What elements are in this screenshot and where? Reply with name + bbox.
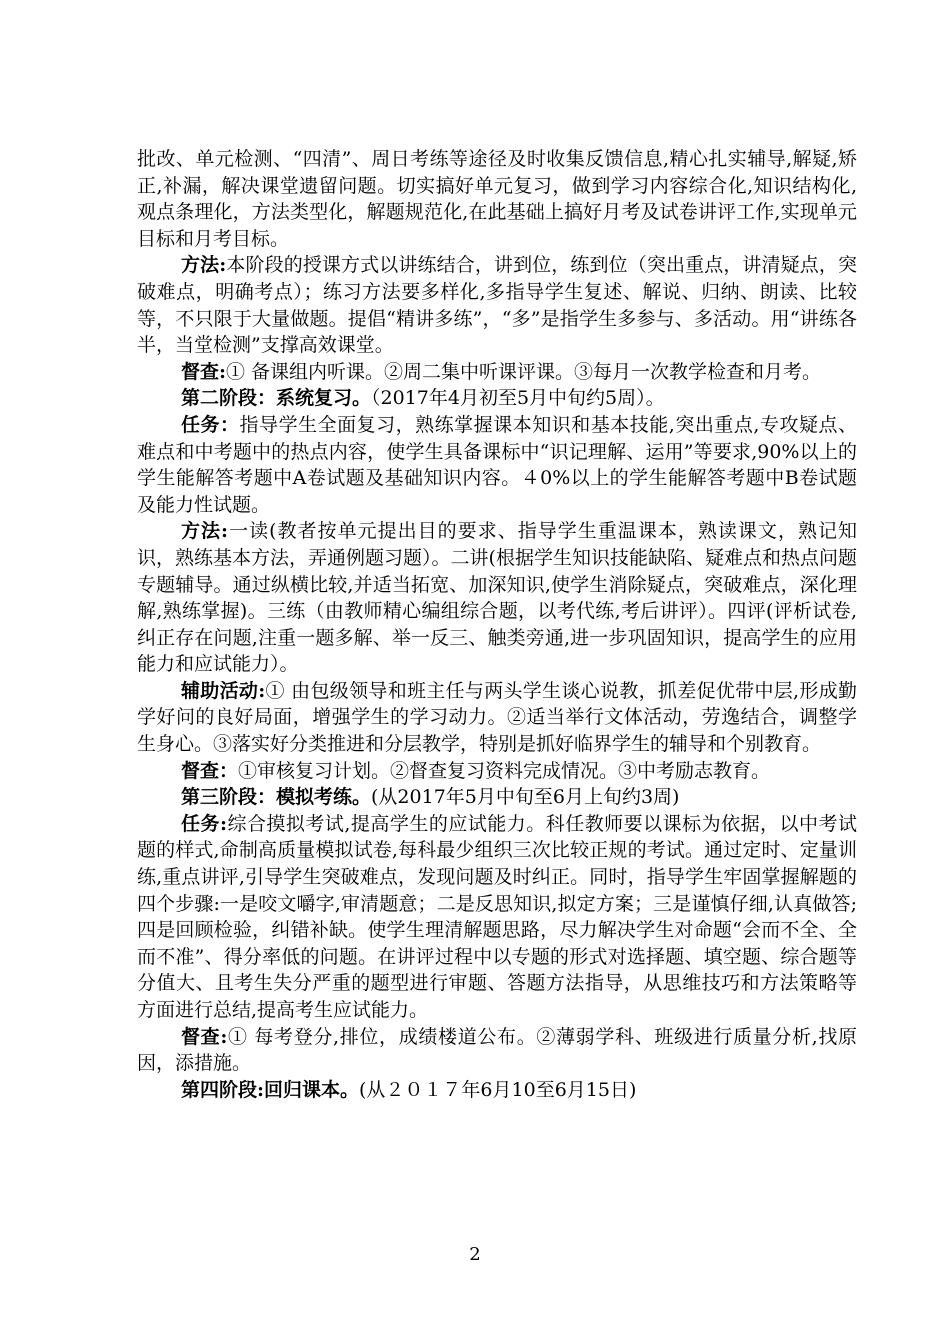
- paragraph-heading: 督查：: [181, 759, 239, 782]
- section-dates: (从２０１７年6月10至6月15日): [359, 1078, 637, 1101]
- paragraph-stage2-supervision: [137, 758, 857, 785]
- paragraph-stage2-activities: [137, 678, 857, 758]
- paragraph-stage1-method: [137, 252, 857, 358]
- section-heading-stage4: [137, 1077, 857, 1104]
- section-title: 第二阶段：系统复习。: [181, 387, 372, 410]
- paragraph-text: ① 备课组内听课。②周二集中听课评课。③每月一次教学检查和月考。: [226, 360, 822, 383]
- paragraph-stage2-method: [137, 518, 857, 678]
- paragraph-text: 批改、单元检测、“四清”、周日考练等途径及时收集反馈信息,精心扎实辅导,解疑,矫正,补漏，解决课堂遗留问题。切实搞好单元复习，做到学习内容综合化,知识结构化,观点条理化，方法类型化，解题规范化,在此基础上搞好月考及试卷讲评工作,实现单元目标和月考目标。: [137, 148, 857, 250]
- paragraph-feedback: [137, 146, 857, 252]
- paragraph-heading: 督查:: [181, 360, 227, 383]
- paragraph-text: ① 由包级领导和班主任与两头学生谈心说教，抓差促优带中层,形成勤学好问的良好局面，增强学生的学习动力。②适当举行文体活动，劳逸结合，调整学生身心。③落实好分类推进和分层教学，特别是抓好临界学生的辅导和个别教育。: [137, 679, 857, 756]
- paragraph-stage1-supervision: [137, 359, 857, 386]
- paragraph-heading: 任务：: [181, 413, 240, 436]
- paragraph-text: 综合摸拟考试,提高学生的应试能力。科任教师要以课标为依据，以中考试题的样式,命制高质量模拟试卷,每科最少组织三次比较正规的考试。通过定时、定量训练,重点讲评,引导学生突破难点，发现问题及时纠正。同时，指导学生牢固掌握解题的四个步骤:一是咬文嚼字,审清题意；二是反思知识,拟定方案；三是谨慎仔细,认真做答;四是回顾检验，纠错补缺。使学生理清解题思路，尽力解决学生对命题“会而不全、全而不准”、得分率低的问题。在讲评过程中以专题的形式对选择题、填空题、综合题等分值大、且考生失分严重的题型进行审题、答题方法指导，从思维技巧和方法策略等方面进行总结,提高考生应试能力。: [137, 812, 857, 1021]
- paragraph-heading: 方法:: [181, 254, 227, 277]
- paragraph-text: 本阶段的授课方式以讲练结合，讲到位，练到位（突出重点，讲清疑点，突破难点，明确考点）；练习方法要多样化,多指导学生复述、解说、归纳、朗读、比较等，不只限于大量做题。提倡“精讲多练”，“多”是指学生多参与、多活动。用“讲练各半，当堂检测”支撑高效课堂。: [137, 254, 857, 357]
- paragraph-heading: 任务:: [181, 812, 227, 835]
- page-number: 2: [469, 1244, 481, 1265]
- document-body: [137, 146, 857, 1103]
- paragraph-text: ① 每考登分,排位，成绩楼道公布。②薄弱学科、班级进行质量分析,找原因，添措施。: [137, 1025, 857, 1075]
- paragraph-stage2-task: [137, 412, 857, 518]
- section-heading-stage2: [137, 385, 857, 412]
- section-heading-stage3: [137, 784, 857, 811]
- paragraph-stage3-task: [137, 811, 857, 1024]
- paragraph-stage3-supervision: [137, 1024, 857, 1077]
- paragraph-heading: 督查:: [181, 1025, 228, 1048]
- section-dates: (从2017年5月中旬至6月上旬约3周): [371, 786, 680, 809]
- paragraph-heading: 辅助活动:: [181, 679, 266, 702]
- paragraph-text: ①审核复习计划。②督查复习资料完成情况。③中考励志教育。: [238, 759, 771, 782]
- paragraph-heading: 方法:: [181, 520, 229, 543]
- section-dates: （2017年4月初至5月中旬约5周）。: [371, 387, 665, 410]
- paragraph-text: 指导学生全面复习，熟练掌握课本知识和基本技能,突出重点,专攻疑点、难点和中考题中的热点内容，使学生具备课标中“识记理解、运用”等要求,90%以上的学生能解答考题中A卷试题及基础知识内容。４0%以上的学生能解答考题中B卷试题及能力性试题。: [137, 413, 857, 516]
- paragraph-text: 一读(教者按单元提出目的要求、指导学生重温课本，熟读课文，熟记知识，熟练基本方法，弄通例题习题）。二讲(根据学生知识技能缺陷、疑难点和热点问题专题辅导。通过纵横比较,并适当拓宽、加深知识,使学生消除疑点，突破难点，深化理解,熟练掌握)。三练（由教师精心编组综合题，以考代练,考后讲评）。四评(评析试卷,纠正存在问题,注重一题多解、举一反三、触类旁通,进一步巩固知识，提高学生的应用能力和应试能力）。: [137, 520, 857, 676]
- section-title: 第四阶段:回归课本。: [181, 1078, 360, 1101]
- section-title: 第三阶段：模拟考练。: [181, 786, 372, 809]
